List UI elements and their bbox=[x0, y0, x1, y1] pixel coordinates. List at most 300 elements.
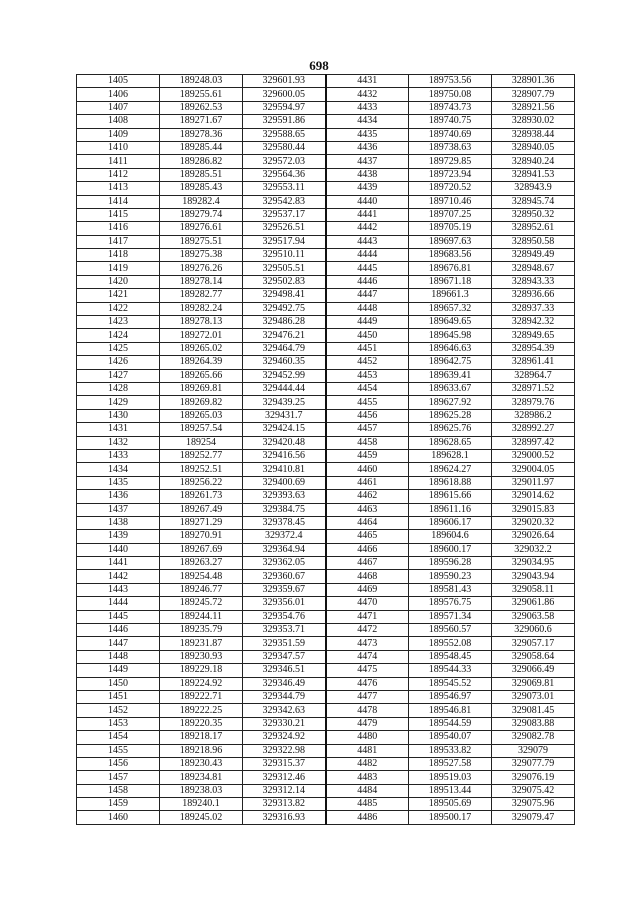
point-number-b-cell: 4482 bbox=[326, 757, 409, 770]
x-coordinate-a-cell: 189282.24 bbox=[160, 302, 243, 315]
y-coordinate-a-cell: 329313.82 bbox=[243, 798, 326, 811]
y-coordinate-a-cell: 329400.69 bbox=[243, 476, 326, 489]
point-number-a-cell: 1454 bbox=[77, 731, 160, 744]
x-coordinate-b-cell: 189545.52 bbox=[409, 677, 492, 690]
point-number-a-cell: 1435 bbox=[77, 476, 160, 489]
table-row bbox=[77, 557, 575, 570]
x-coordinate-b-cell: 189705.19 bbox=[409, 222, 492, 235]
table-row bbox=[77, 717, 575, 730]
point-number-a-cell: 1417 bbox=[77, 235, 160, 248]
x-coordinate-a-cell: 189262.53 bbox=[160, 101, 243, 114]
table-row bbox=[77, 128, 575, 141]
point-number-b-cell: 4457 bbox=[326, 423, 409, 436]
y-coordinate-b-cell: 329057.17 bbox=[492, 637, 575, 650]
point-number-b-cell: 4485 bbox=[326, 798, 409, 811]
point-number-a-cell: 1414 bbox=[77, 195, 160, 208]
y-coordinate-b-cell: 329066.49 bbox=[492, 664, 575, 677]
x-coordinate-b-cell: 189740.75 bbox=[409, 115, 492, 128]
x-coordinate-a-cell: 189231.87 bbox=[160, 637, 243, 650]
x-coordinate-b-cell: 189723.94 bbox=[409, 168, 492, 181]
table-row bbox=[77, 396, 575, 409]
point-number-a-cell: 1420 bbox=[77, 275, 160, 288]
table-row bbox=[77, 449, 575, 462]
point-number-a-cell: 1441 bbox=[77, 557, 160, 570]
x-coordinate-b-cell: 189615.66 bbox=[409, 490, 492, 503]
table-row bbox=[77, 208, 575, 221]
y-coordinate-a-cell: 329356.01 bbox=[243, 597, 326, 610]
x-coordinate-a-cell: 189224.92 bbox=[160, 677, 243, 690]
y-coordinate-a-cell: 329347.57 bbox=[243, 650, 326, 663]
point-number-b-cell: 4455 bbox=[326, 396, 409, 409]
x-coordinate-b-cell: 189540.07 bbox=[409, 731, 492, 744]
table-row bbox=[77, 543, 575, 556]
y-coordinate-b-cell: 328979.76 bbox=[492, 396, 575, 409]
x-coordinate-a-cell: 189265.66 bbox=[160, 369, 243, 382]
x-coordinate-b-cell: 189661.3 bbox=[409, 289, 492, 302]
x-coordinate-a-cell: 189265.03 bbox=[160, 409, 243, 422]
x-coordinate-b-cell: 189671.18 bbox=[409, 275, 492, 288]
x-coordinate-b-cell: 189513.44 bbox=[409, 784, 492, 797]
x-coordinate-b-cell: 189544.33 bbox=[409, 664, 492, 677]
point-number-a-cell: 1439 bbox=[77, 530, 160, 543]
table-row bbox=[77, 262, 575, 275]
point-number-b-cell: 4435 bbox=[326, 128, 409, 141]
point-number-a-cell: 1438 bbox=[77, 516, 160, 529]
y-coordinate-a-cell: 329384.75 bbox=[243, 503, 326, 516]
table-row bbox=[77, 784, 575, 797]
table-row bbox=[77, 182, 575, 195]
table-row bbox=[77, 101, 575, 114]
y-coordinate-b-cell: 328901.36 bbox=[492, 75, 575, 88]
table-row bbox=[77, 302, 575, 315]
point-number-a-cell: 1405 bbox=[77, 75, 160, 88]
y-coordinate-a-cell: 329420.48 bbox=[243, 436, 326, 449]
table-row bbox=[77, 235, 575, 248]
point-number-b-cell: 4476 bbox=[326, 677, 409, 690]
point-number-a-cell: 1406 bbox=[77, 88, 160, 101]
x-coordinate-b-cell: 189683.56 bbox=[409, 249, 492, 262]
table-row bbox=[77, 731, 575, 744]
point-number-a-cell: 1443 bbox=[77, 583, 160, 596]
x-coordinate-a-cell: 189282.4 bbox=[160, 195, 243, 208]
point-number-b-cell: 4469 bbox=[326, 583, 409, 596]
table-row bbox=[77, 811, 575, 824]
point-number-b-cell: 4434 bbox=[326, 115, 409, 128]
point-number-a-cell: 1437 bbox=[77, 503, 160, 516]
y-coordinate-a-cell: 329316.93 bbox=[243, 811, 326, 824]
y-coordinate-b-cell: 329081.45 bbox=[492, 704, 575, 717]
y-coordinate-b-cell: 329004.05 bbox=[492, 463, 575, 476]
y-coordinate-b-cell: 328921.56 bbox=[492, 101, 575, 114]
x-coordinate-b-cell: 189642.75 bbox=[409, 356, 492, 369]
x-coordinate-a-cell: 189267.69 bbox=[160, 543, 243, 556]
point-number-b-cell: 4461 bbox=[326, 476, 409, 489]
y-coordinate-b-cell: 328930.02 bbox=[492, 115, 575, 128]
x-coordinate-b-cell: 189604.6 bbox=[409, 530, 492, 543]
table-row bbox=[77, 744, 575, 757]
x-coordinate-b-cell: 189560.57 bbox=[409, 624, 492, 637]
point-number-b-cell: 4439 bbox=[326, 182, 409, 195]
x-coordinate-a-cell: 189285.44 bbox=[160, 141, 243, 154]
y-coordinate-b-cell: 329058.64 bbox=[492, 650, 575, 663]
x-coordinate-b-cell: 189740.69 bbox=[409, 128, 492, 141]
x-coordinate-a-cell: 189230.93 bbox=[160, 650, 243, 663]
y-coordinate-a-cell: 329312.46 bbox=[243, 771, 326, 784]
y-coordinate-a-cell: 329502.83 bbox=[243, 275, 326, 288]
y-coordinate-b-cell: 329043.94 bbox=[492, 570, 575, 583]
y-coordinate-b-cell: 328938.44 bbox=[492, 128, 575, 141]
y-coordinate-b-cell: 328992.27 bbox=[492, 423, 575, 436]
table-row bbox=[77, 463, 575, 476]
point-number-b-cell: 4478 bbox=[326, 704, 409, 717]
x-coordinate-b-cell: 189519.03 bbox=[409, 771, 492, 784]
y-coordinate-a-cell: 329351.59 bbox=[243, 637, 326, 650]
x-coordinate-a-cell: 189255.61 bbox=[160, 88, 243, 101]
y-coordinate-a-cell: 329353.71 bbox=[243, 624, 326, 637]
y-coordinate-a-cell: 329410.81 bbox=[243, 463, 326, 476]
table-row bbox=[77, 195, 575, 208]
x-coordinate-a-cell: 189269.82 bbox=[160, 396, 243, 409]
y-coordinate-b-cell: 328952.61 bbox=[492, 222, 575, 235]
table-row bbox=[77, 356, 575, 369]
y-coordinate-b-cell: 328936.66 bbox=[492, 289, 575, 302]
x-coordinate-a-cell: 189222.71 bbox=[160, 690, 243, 703]
table-row bbox=[77, 316, 575, 329]
x-coordinate-b-cell: 189611.16 bbox=[409, 503, 492, 516]
y-coordinate-a-cell: 329591.86 bbox=[243, 115, 326, 128]
point-number-b-cell: 4447 bbox=[326, 289, 409, 302]
y-coordinate-b-cell: 329014.62 bbox=[492, 490, 575, 503]
x-coordinate-a-cell: 189248.03 bbox=[160, 75, 243, 88]
point-number-b-cell: 4462 bbox=[326, 490, 409, 503]
x-coordinate-a-cell: 189222.25 bbox=[160, 704, 243, 717]
x-coordinate-b-cell: 189697.63 bbox=[409, 235, 492, 248]
table-row bbox=[77, 342, 575, 355]
y-coordinate-b-cell: 328907.79 bbox=[492, 88, 575, 101]
x-coordinate-a-cell: 189218.96 bbox=[160, 744, 243, 757]
point-number-b-cell: 4453 bbox=[326, 369, 409, 382]
y-coordinate-b-cell: 329026.64 bbox=[492, 530, 575, 543]
point-number-b-cell: 4471 bbox=[326, 610, 409, 623]
x-coordinate-b-cell: 189753.56 bbox=[409, 75, 492, 88]
table-row bbox=[77, 490, 575, 503]
y-coordinate-a-cell: 329601.93 bbox=[243, 75, 326, 88]
point-number-a-cell: 1425 bbox=[77, 342, 160, 355]
point-number-a-cell: 1416 bbox=[77, 222, 160, 235]
y-coordinate-b-cell: 329058.11 bbox=[492, 583, 575, 596]
x-coordinate-a-cell: 189263.27 bbox=[160, 557, 243, 570]
y-coordinate-b-cell: 329082.78 bbox=[492, 731, 575, 744]
point-number-b-cell: 4456 bbox=[326, 409, 409, 422]
point-number-b-cell: 4436 bbox=[326, 141, 409, 154]
table-row bbox=[77, 677, 575, 690]
point-number-a-cell: 1445 bbox=[77, 610, 160, 623]
y-coordinate-a-cell: 329517.94 bbox=[243, 235, 326, 248]
x-coordinate-b-cell: 189627.92 bbox=[409, 396, 492, 409]
y-coordinate-a-cell: 329354.76 bbox=[243, 610, 326, 623]
x-coordinate-a-cell: 189264.39 bbox=[160, 356, 243, 369]
table-row bbox=[77, 275, 575, 288]
point-number-a-cell: 1411 bbox=[77, 155, 160, 168]
y-coordinate-b-cell: 329000.52 bbox=[492, 449, 575, 462]
table-row bbox=[77, 369, 575, 382]
x-coordinate-a-cell: 189218.17 bbox=[160, 731, 243, 744]
y-coordinate-b-cell: 328943.9 bbox=[492, 182, 575, 195]
x-coordinate-b-cell: 189533.82 bbox=[409, 744, 492, 757]
y-coordinate-a-cell: 329505.51 bbox=[243, 262, 326, 275]
y-coordinate-b-cell: 328943.33 bbox=[492, 275, 575, 288]
x-coordinate-b-cell: 189707.25 bbox=[409, 208, 492, 221]
table-row bbox=[77, 530, 575, 543]
y-coordinate-a-cell: 329362.05 bbox=[243, 557, 326, 570]
point-number-a-cell: 1407 bbox=[77, 101, 160, 114]
x-coordinate-a-cell: 189234.81 bbox=[160, 771, 243, 784]
point-number-a-cell: 1452 bbox=[77, 704, 160, 717]
point-number-b-cell: 4432 bbox=[326, 88, 409, 101]
y-coordinate-b-cell: 328950.58 bbox=[492, 235, 575, 248]
point-number-a-cell: 1410 bbox=[77, 141, 160, 154]
y-coordinate-b-cell: 329063.58 bbox=[492, 610, 575, 623]
y-coordinate-a-cell: 329492.75 bbox=[243, 302, 326, 315]
y-coordinate-a-cell: 329315.37 bbox=[243, 757, 326, 770]
point-number-a-cell: 1428 bbox=[77, 382, 160, 395]
point-number-a-cell: 1436 bbox=[77, 490, 160, 503]
y-coordinate-b-cell: 329069.81 bbox=[492, 677, 575, 690]
x-coordinate-b-cell: 189581.43 bbox=[409, 583, 492, 596]
x-coordinate-a-cell: 189252.51 bbox=[160, 463, 243, 476]
point-number-b-cell: 4438 bbox=[326, 168, 409, 181]
point-number-a-cell: 1460 bbox=[77, 811, 160, 824]
x-coordinate-a-cell: 189267.49 bbox=[160, 503, 243, 516]
x-coordinate-a-cell: 189246.77 bbox=[160, 583, 243, 596]
y-coordinate-b-cell: 328941.53 bbox=[492, 168, 575, 181]
y-coordinate-a-cell: 329346.51 bbox=[243, 664, 326, 677]
point-number-b-cell: 4464 bbox=[326, 516, 409, 529]
y-coordinate-b-cell: 328945.74 bbox=[492, 195, 575, 208]
x-coordinate-a-cell: 189230.43 bbox=[160, 757, 243, 770]
point-number-a-cell: 1453 bbox=[77, 717, 160, 730]
table-row bbox=[77, 664, 575, 677]
x-coordinate-b-cell: 189729.85 bbox=[409, 155, 492, 168]
table-row bbox=[77, 503, 575, 516]
y-coordinate-b-cell: 329032.2 bbox=[492, 543, 575, 556]
point-number-b-cell: 4463 bbox=[326, 503, 409, 516]
point-number-b-cell: 4477 bbox=[326, 690, 409, 703]
point-number-b-cell: 4470 bbox=[326, 597, 409, 610]
x-coordinate-b-cell: 189596.28 bbox=[409, 557, 492, 570]
y-coordinate-a-cell: 329324.92 bbox=[243, 731, 326, 744]
point-number-b-cell: 4442 bbox=[326, 222, 409, 235]
coordinates-table-body bbox=[77, 75, 575, 825]
x-coordinate-b-cell: 189500.17 bbox=[409, 811, 492, 824]
x-coordinate-b-cell: 189625.76 bbox=[409, 423, 492, 436]
point-number-a-cell: 1426 bbox=[77, 356, 160, 369]
y-coordinate-a-cell: 329542.83 bbox=[243, 195, 326, 208]
point-number-b-cell: 4444 bbox=[326, 249, 409, 262]
x-coordinate-a-cell: 189278.36 bbox=[160, 128, 243, 141]
y-coordinate-a-cell: 329553.11 bbox=[243, 182, 326, 195]
y-coordinate-b-cell: 328948.67 bbox=[492, 262, 575, 275]
x-coordinate-b-cell: 189676.81 bbox=[409, 262, 492, 275]
y-coordinate-a-cell: 329572.03 bbox=[243, 155, 326, 168]
y-coordinate-a-cell: 329364.94 bbox=[243, 543, 326, 556]
x-coordinate-a-cell: 189229.18 bbox=[160, 664, 243, 677]
point-number-a-cell: 1442 bbox=[77, 570, 160, 583]
table-row bbox=[77, 249, 575, 262]
point-number-a-cell: 1418 bbox=[77, 249, 160, 262]
point-number-b-cell: 4449 bbox=[326, 316, 409, 329]
point-number-b-cell: 4465 bbox=[326, 530, 409, 543]
y-coordinate-b-cell: 328964.7 bbox=[492, 369, 575, 382]
point-number-b-cell: 4446 bbox=[326, 275, 409, 288]
point-number-b-cell: 4448 bbox=[326, 302, 409, 315]
point-number-a-cell: 1423 bbox=[77, 316, 160, 329]
y-coordinate-a-cell: 329464.79 bbox=[243, 342, 326, 355]
point-number-b-cell: 4460 bbox=[326, 463, 409, 476]
x-coordinate-a-cell: 189278.14 bbox=[160, 275, 243, 288]
x-coordinate-b-cell: 189505.69 bbox=[409, 798, 492, 811]
point-number-a-cell: 1459 bbox=[77, 798, 160, 811]
y-coordinate-b-cell: 329075.42 bbox=[492, 784, 575, 797]
x-coordinate-a-cell: 189286.82 bbox=[160, 155, 243, 168]
coordinates-table bbox=[76, 74, 575, 825]
point-number-b-cell: 4472 bbox=[326, 624, 409, 637]
x-coordinate-a-cell: 189271.29 bbox=[160, 516, 243, 529]
table-row bbox=[77, 516, 575, 529]
x-coordinate-b-cell: 189571.34 bbox=[409, 610, 492, 623]
table-row bbox=[77, 168, 575, 181]
x-coordinate-b-cell: 189657.32 bbox=[409, 302, 492, 315]
y-coordinate-b-cell: 329015.83 bbox=[492, 503, 575, 516]
point-number-b-cell: 4483 bbox=[326, 771, 409, 784]
x-coordinate-b-cell: 189625.28 bbox=[409, 409, 492, 422]
x-coordinate-b-cell: 189624.27 bbox=[409, 463, 492, 476]
x-coordinate-b-cell: 189633.67 bbox=[409, 382, 492, 395]
point-number-b-cell: 4451 bbox=[326, 342, 409, 355]
x-coordinate-b-cell: 189544.59 bbox=[409, 717, 492, 730]
x-coordinate-b-cell: 189628.1 bbox=[409, 449, 492, 462]
y-coordinate-a-cell: 329346.49 bbox=[243, 677, 326, 690]
y-coordinate-a-cell: 329588.65 bbox=[243, 128, 326, 141]
point-number-a-cell: 1413 bbox=[77, 182, 160, 195]
y-coordinate-a-cell: 329342.63 bbox=[243, 704, 326, 717]
y-coordinate-b-cell: 329077.79 bbox=[492, 757, 575, 770]
x-coordinate-a-cell: 189265.02 bbox=[160, 342, 243, 355]
point-number-a-cell: 1434 bbox=[77, 463, 160, 476]
point-number-a-cell: 1415 bbox=[77, 208, 160, 221]
x-coordinate-a-cell: 189240.1 bbox=[160, 798, 243, 811]
y-coordinate-b-cell: 328949.65 bbox=[492, 329, 575, 342]
x-coordinate-b-cell: 189576.75 bbox=[409, 597, 492, 610]
y-coordinate-a-cell: 329393.63 bbox=[243, 490, 326, 503]
point-number-a-cell: 1430 bbox=[77, 409, 160, 422]
y-coordinate-a-cell: 329460.35 bbox=[243, 356, 326, 369]
y-coordinate-b-cell: 328940.05 bbox=[492, 141, 575, 154]
point-number-a-cell: 1422 bbox=[77, 302, 160, 315]
x-coordinate-a-cell: 189254.48 bbox=[160, 570, 243, 583]
x-coordinate-b-cell: 189645.98 bbox=[409, 329, 492, 342]
table-row bbox=[77, 155, 575, 168]
table-row bbox=[77, 650, 575, 663]
point-number-a-cell: 1409 bbox=[77, 128, 160, 141]
y-coordinate-a-cell: 329424.15 bbox=[243, 423, 326, 436]
x-coordinate-b-cell: 189546.81 bbox=[409, 704, 492, 717]
y-coordinate-b-cell: 328986.2 bbox=[492, 409, 575, 422]
y-coordinate-b-cell: 328949.49 bbox=[492, 249, 575, 262]
y-coordinate-a-cell: 329444.44 bbox=[243, 382, 326, 395]
point-number-b-cell: 4467 bbox=[326, 557, 409, 570]
point-number-a-cell: 1446 bbox=[77, 624, 160, 637]
point-number-a-cell: 1449 bbox=[77, 664, 160, 677]
point-number-a-cell: 1457 bbox=[77, 771, 160, 784]
x-coordinate-a-cell: 189245.02 bbox=[160, 811, 243, 824]
y-coordinate-b-cell: 329060.6 bbox=[492, 624, 575, 637]
table-row bbox=[77, 115, 575, 128]
point-number-a-cell: 1429 bbox=[77, 396, 160, 409]
x-coordinate-a-cell: 189282.77 bbox=[160, 289, 243, 302]
table-row bbox=[77, 88, 575, 101]
y-coordinate-a-cell: 329498.41 bbox=[243, 289, 326, 302]
x-coordinate-a-cell: 189254 bbox=[160, 436, 243, 449]
table-row bbox=[77, 570, 575, 583]
point-number-a-cell: 1431 bbox=[77, 423, 160, 436]
point-number-a-cell: 1424 bbox=[77, 329, 160, 342]
x-coordinate-a-cell: 189278.13 bbox=[160, 316, 243, 329]
point-number-b-cell: 4450 bbox=[326, 329, 409, 342]
y-coordinate-b-cell: 329079.47 bbox=[492, 811, 575, 824]
point-number-a-cell: 1427 bbox=[77, 369, 160, 382]
point-number-b-cell: 4480 bbox=[326, 731, 409, 744]
point-number-a-cell: 1419 bbox=[77, 262, 160, 275]
y-coordinate-a-cell: 329330.21 bbox=[243, 717, 326, 730]
y-coordinate-b-cell: 328942.32 bbox=[492, 316, 575, 329]
x-coordinate-b-cell: 189527.58 bbox=[409, 757, 492, 770]
x-coordinate-a-cell: 189279.74 bbox=[160, 208, 243, 221]
point-number-b-cell: 4468 bbox=[326, 570, 409, 583]
x-coordinate-a-cell: 189261.73 bbox=[160, 490, 243, 503]
point-number-b-cell: 4433 bbox=[326, 101, 409, 114]
x-coordinate-b-cell: 189600.17 bbox=[409, 543, 492, 556]
y-coordinate-a-cell: 329360.67 bbox=[243, 570, 326, 583]
y-coordinate-b-cell: 329075.96 bbox=[492, 798, 575, 811]
point-number-a-cell: 1421 bbox=[77, 289, 160, 302]
table-row bbox=[77, 624, 575, 637]
point-number-b-cell: 4486 bbox=[326, 811, 409, 824]
point-number-a-cell: 1447 bbox=[77, 637, 160, 650]
y-coordinate-a-cell: 329416.56 bbox=[243, 449, 326, 462]
table-row bbox=[77, 222, 575, 235]
x-coordinate-b-cell: 189720.52 bbox=[409, 182, 492, 195]
y-coordinate-a-cell: 329312.14 bbox=[243, 784, 326, 797]
x-coordinate-a-cell: 189285.51 bbox=[160, 168, 243, 181]
y-coordinate-b-cell: 328950.32 bbox=[492, 208, 575, 221]
x-coordinate-b-cell: 189546.97 bbox=[409, 690, 492, 703]
x-coordinate-b-cell: 189590.23 bbox=[409, 570, 492, 583]
x-coordinate-a-cell: 189272.01 bbox=[160, 329, 243, 342]
table-row bbox=[77, 610, 575, 623]
y-coordinate-b-cell: 329079 bbox=[492, 744, 575, 757]
y-coordinate-a-cell: 329537.17 bbox=[243, 208, 326, 221]
point-number-b-cell: 4431 bbox=[326, 75, 409, 88]
table-row bbox=[77, 75, 575, 88]
x-coordinate-b-cell: 189750.08 bbox=[409, 88, 492, 101]
x-coordinate-b-cell: 189743.73 bbox=[409, 101, 492, 114]
point-number-b-cell: 4475 bbox=[326, 664, 409, 677]
point-number-a-cell: 1408 bbox=[77, 115, 160, 128]
y-coordinate-a-cell: 329476.21 bbox=[243, 329, 326, 342]
point-number-b-cell: 4452 bbox=[326, 356, 409, 369]
page-number: 698 bbox=[309, 58, 329, 73]
